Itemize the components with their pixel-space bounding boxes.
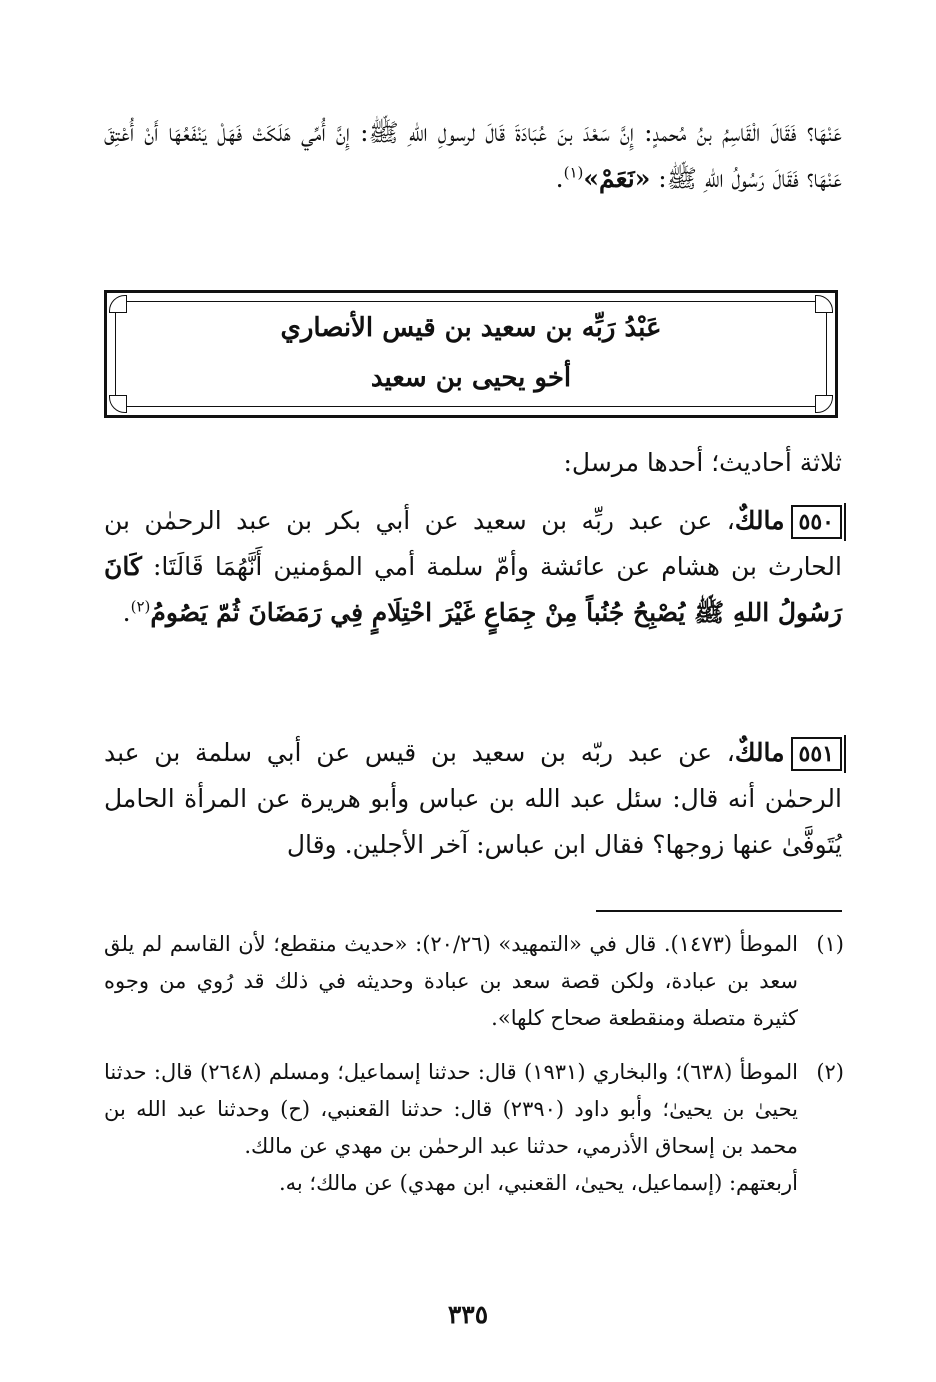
footnote-2 xyxy=(104,1054,844,1202)
hadith-number-badge: ٥٥٠ xyxy=(791,505,842,539)
hadith-narrator: مالكٌ xyxy=(734,506,785,535)
frame-corner-ornament xyxy=(815,295,833,313)
intro-end: . xyxy=(555,164,564,193)
lead-text: ثلاثة أحاديث؛ أحدها مرسل: xyxy=(563,448,842,477)
hadith-quote: كَانَ رَسُولُ اللهِ ﷺ يُصْبِحُ جُنُباً مِنْ جِمَاعٍ غَيْرَ احْتِلَامٍ فِي رَمَضَانَ ثُمّ يَصُومُ xyxy=(104,552,842,627)
intro-footnote-ref: (١) xyxy=(563,163,584,182)
chapter-title: عَبْدُ رَبِّه بن سعيد بن قيس الأنصاري xyxy=(280,313,662,343)
intro-paragraph xyxy=(104,110,842,202)
hadith-550 xyxy=(104,498,842,636)
hadith-narrator: مالكٌ xyxy=(734,738,785,767)
hadith-text: ، عن عبد ربِّه بن سعيد عن أبي بكر بن عبد الرحمٰن بن الحارث بن هشام عن عائشة وأمّ سلمة أمي المؤمنين أَنَّهُمَا قَالَتَا: xyxy=(104,506,842,581)
intro-text: عَنْهَا؟ فَقَالَ الْقَاسِمُ بنُ مُحمدٍ: إِنَّ سَعْدَ بنَ عُبَادَةَ قَالَ لرسولِ اللهِ ﷺ: إِنَّ أُمِّي هَلَكَتْ فَهَلْ يَنْفَعُهَا أَنْ أُعْتِقَ عَنْهَا؟ فَقَالَ رَسُولُ اللهِ ﷺ: xyxy=(104,118,842,193)
frame-corner-ornament xyxy=(109,295,127,313)
frame-corner-ornament xyxy=(109,395,127,413)
hadith-footnote-ref: (٢) xyxy=(130,597,151,616)
hadith-text: ، عن عبد ربّه بن سعيد بن قيس عن أبي سلمة بن عبد الرحمٰن أنه قال: سئل عبد الله بن عباس وأبو هريرة عن المرأة الحامل يُتَوفَّىٰ عنها زوجها؟ فقال ابن عباس: آخر الأجلين. وقال xyxy=(104,738,842,859)
hadith-551 xyxy=(104,730,842,868)
footnote-extra: أربعتهم: (إسماعيل، يحيىٰ، القعنبي، ابن مهدي) عن مالك؛ به. xyxy=(278,1171,798,1195)
lead-line xyxy=(104,440,842,486)
intro-quote: «نَعَمْ» xyxy=(583,164,651,193)
footnote-text: الموطأ (٦٣٨)؛ والبخاري (١٩٣١) قال: حدثنا إسماعيل؛ ومسلم (٢٦٤٨) قال: حدثنا يحيىٰ بن يحيىٰ؛ وأبو داود (٢٣٩٠) قال: حدثنا القعنبي، (ح) وحدثنا عبد الله بن محمد بن إسحاق الأذرمي، حدثنا عبد الرحمٰن بن مهدي عن مالك. xyxy=(104,1060,798,1158)
page-number: ٣٣٥ xyxy=(447,1300,489,1329)
footnote-number: (٢) xyxy=(816,1060,844,1084)
frame-corner-ornament xyxy=(815,395,833,413)
chapter-title-box xyxy=(104,290,838,418)
hadith-number-badge: ٥٥١ xyxy=(791,737,842,771)
chapter-subtitle: أخو يحيى بن سعيد xyxy=(370,363,572,393)
footnote-divider xyxy=(596,910,842,912)
hadith-end: . xyxy=(122,598,131,627)
footnote-1 xyxy=(104,926,844,1037)
footnote-number: (١) xyxy=(816,932,844,956)
footnote-text: الموطأ (١٤٧٣). قال في «التمهيد» (٢٠/٢٦): «حديث منقطع؛ لأن القاسم لم يلق سعد بن عبادة، ولكن قصة سعد بن عبادة وحديثه في ذلك قد رُوي من وجوه كثيرة متصلة ومنقطعة صحاح كلها». xyxy=(104,932,799,1030)
